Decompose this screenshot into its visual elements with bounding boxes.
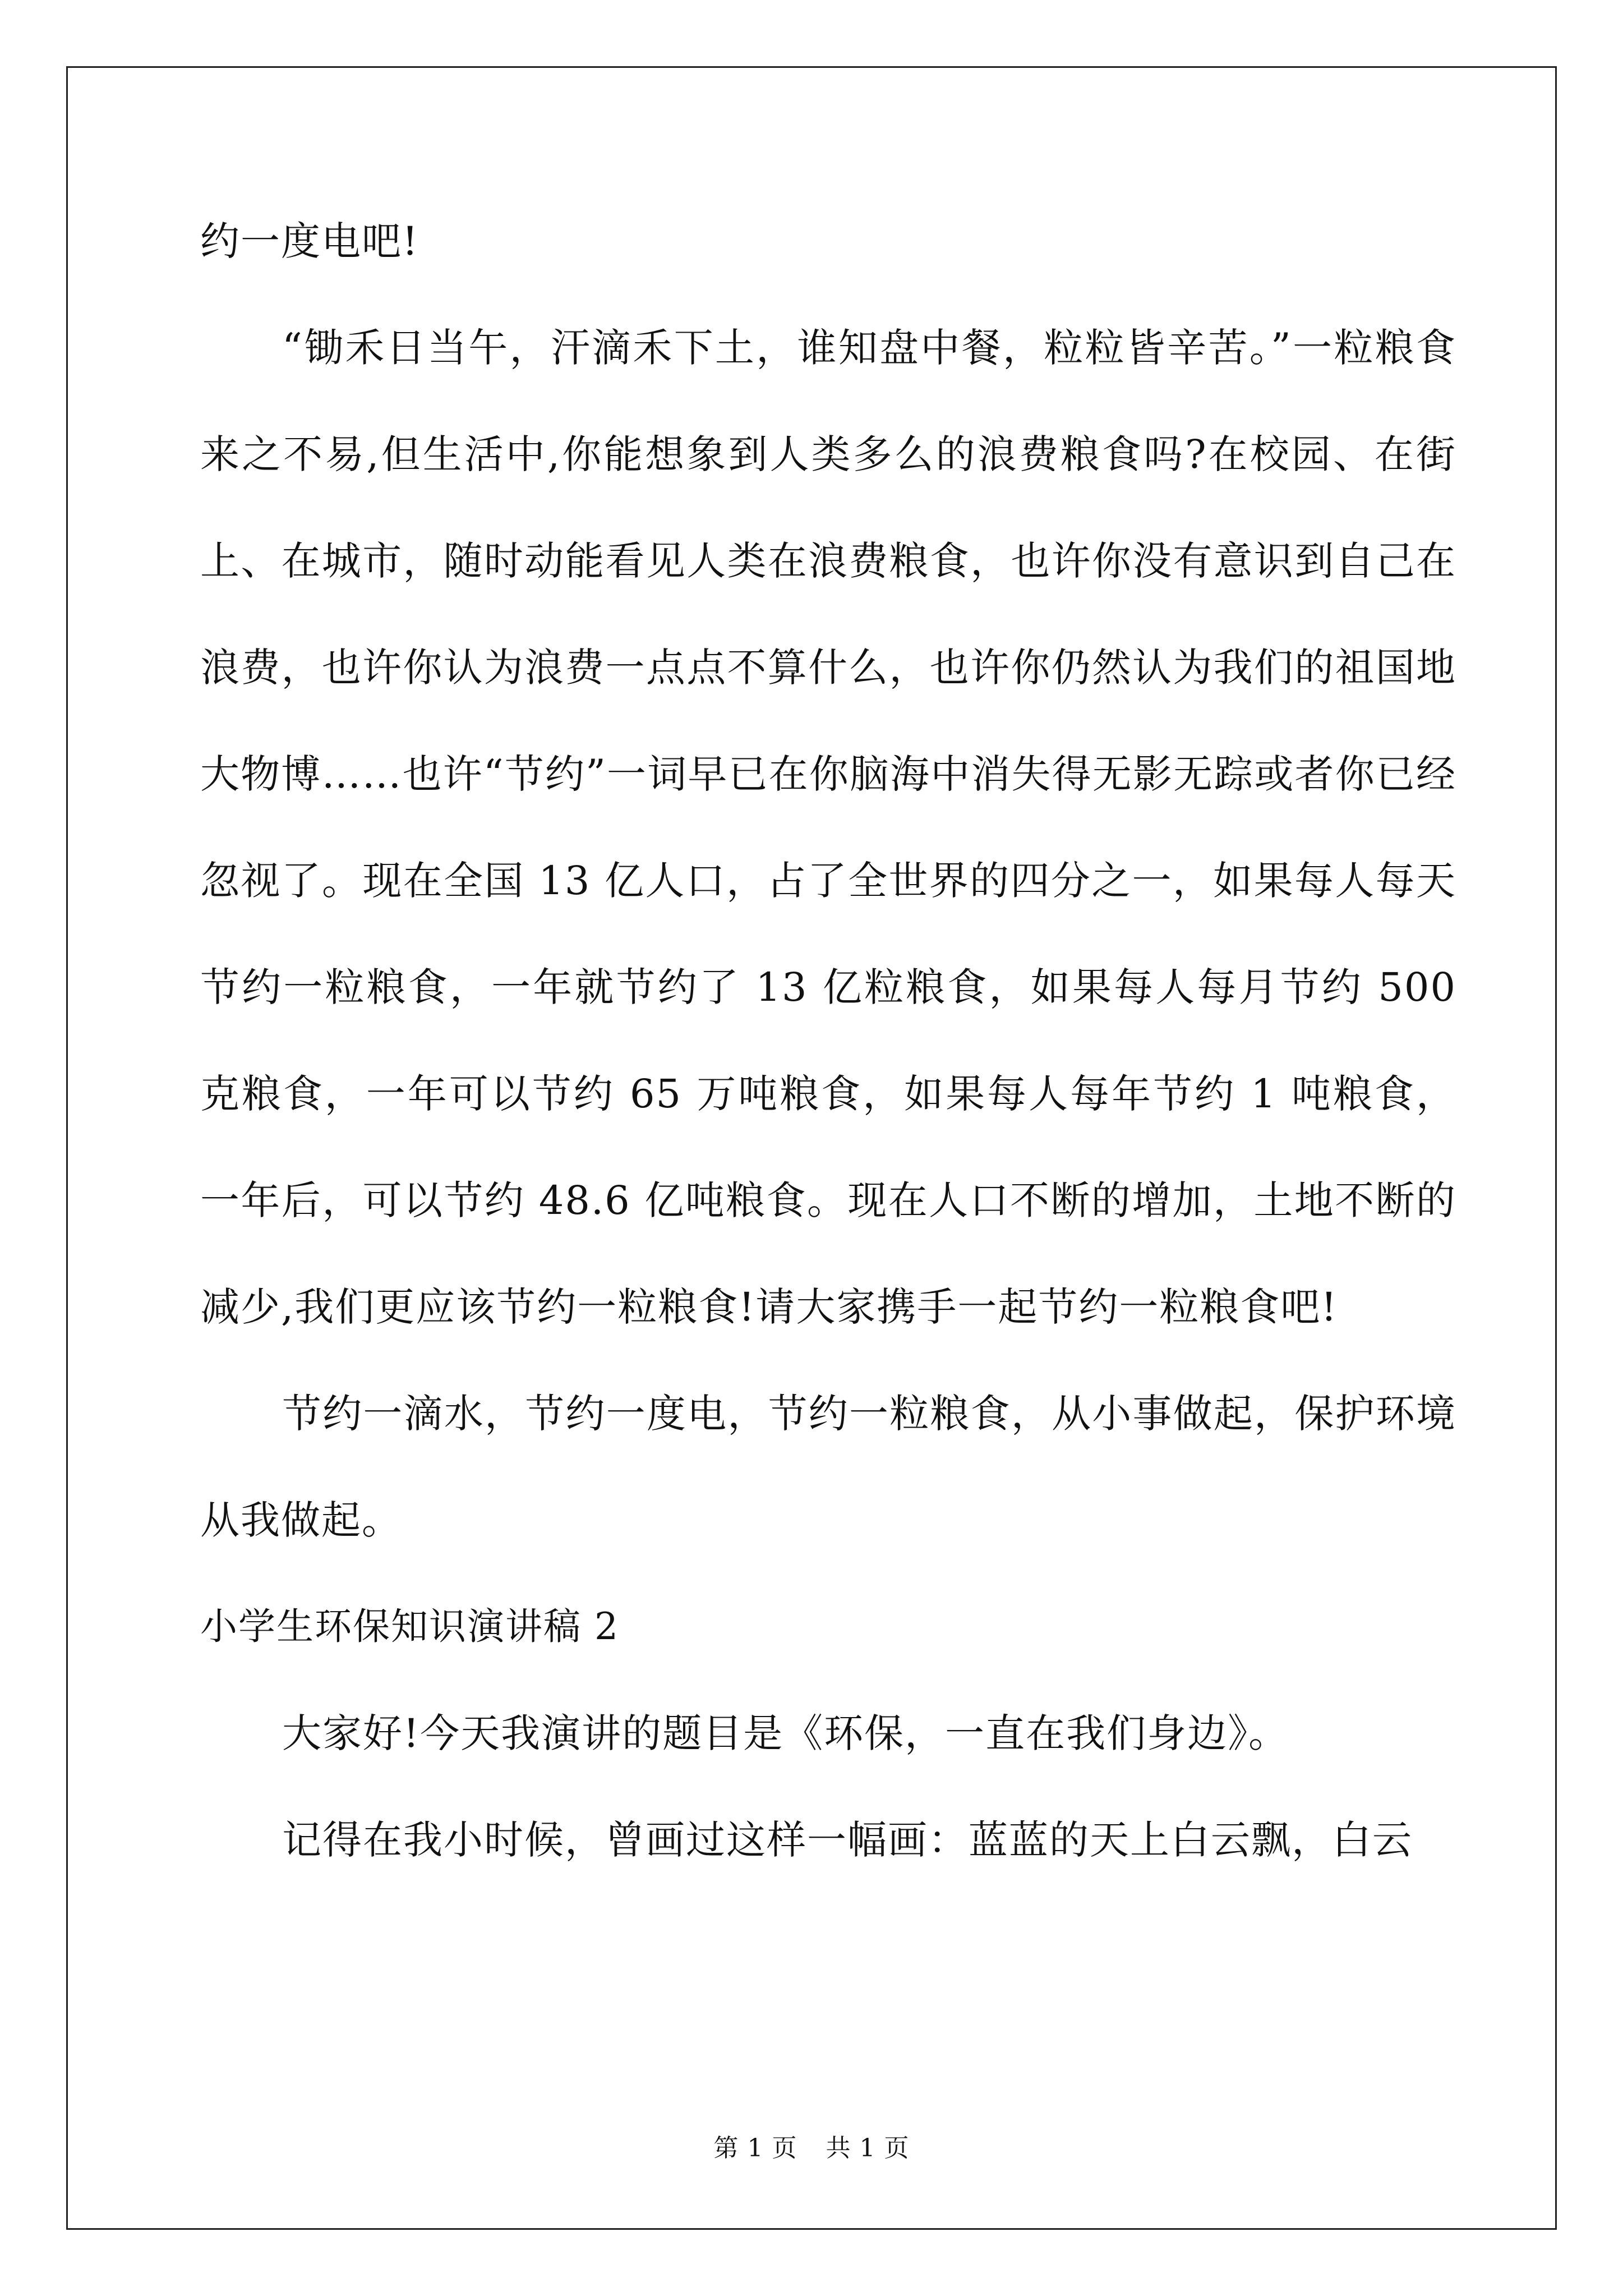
page-footer <box>0 2132 1623 2165</box>
page-total: 共 1 页 <box>826 2134 910 2162</box>
paragraph-4: 大家好!今天我演讲的题目是《环保，一直在我们身边》。 <box>282 1710 1289 1756</box>
paragraph-1: 约一度电吧! <box>200 218 419 264</box>
paragraph-5: 记得在我小时候，曾画过这样一幅画：蓝蓝的天上白云飘，白云 <box>282 1817 1413 1863</box>
paragraph-2: “锄禾日当午，汗滴禾下土，谁知盘中餐，粒粒皆辛苦。”一粒粮食来之不易,但生活中,你能想象到人类多么的浪费粮食吗?在校园、在街上、在城市，随时动能看见人类在浪费粮食，也许你没有意识到自己在浪费，也许你认为浪费一点点不算什么，也许你仍然认为我们的祖国地大物博……也许“节约”一词早已在你脑海中消失得无影无踪或者你已经忽视了。现在全国 13 亿人口，占了全世界的四分之一，如果每人每天节约一粒粮食，一年就节约了 13 亿粒粮食，如果每人每月节约 500 克粮食，一年可以节约 65 万吨粮食，如果每人每年节约 1 吨粮食，一年后，可以节约 48.6 亿吨粮食。现在人口不断的增加，土地不断的减少,我们更应该节约一粒粮食!请大家携手一起节约一粒粮食吧! <box>200 325 1456 1330</box>
paragraph-3: 节约一滴水，节约一度电，节约一粒粮食，从小事做起，保护环境从我做起。 <box>200 1391 1456 1543</box>
section-heading: 小学生环保知识演讲稿 2 <box>200 1605 619 1648</box>
page-number: 第 1 页 <box>713 2134 797 2162</box>
document-body <box>200 188 1456 1893</box>
